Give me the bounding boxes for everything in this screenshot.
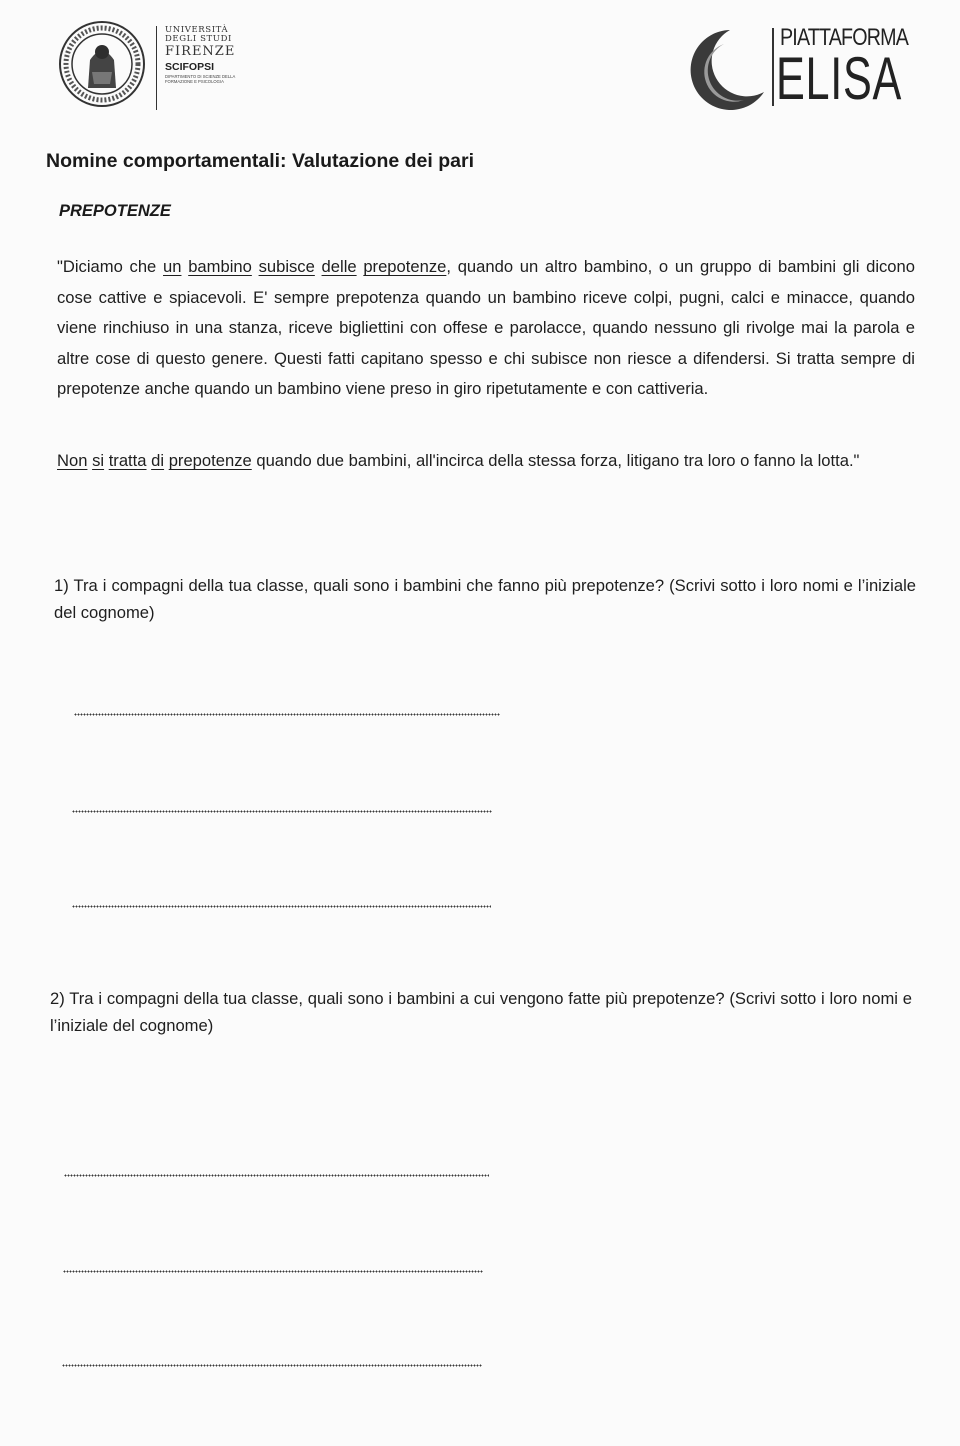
underlined-word: di xyxy=(151,451,165,470)
university-name xyxy=(156,26,260,110)
definition-paragraph xyxy=(57,252,915,405)
answer-line[interactable] xyxy=(72,905,491,908)
underlined-word: bambino xyxy=(188,257,252,276)
underlined-word: tratta xyxy=(108,451,147,470)
platform-label: PIATTAFORMA xyxy=(780,24,909,51)
university-line-1: UNIVERSITÀ xyxy=(165,25,229,35)
exclusion-paragraph xyxy=(57,446,915,477)
underlined-word: un xyxy=(163,257,182,276)
underlined-word: prepotenze xyxy=(363,257,447,276)
space xyxy=(315,257,322,276)
answer-line[interactable] xyxy=(72,810,492,813)
underlined-word: subisce xyxy=(258,257,315,276)
underlined-word: Non xyxy=(57,451,88,470)
answer-line[interactable] xyxy=(74,713,500,716)
underlined-word: delle xyxy=(321,257,357,276)
underlined-word: prepotenze xyxy=(168,451,252,470)
answer-line[interactable] xyxy=(64,1174,489,1177)
university-seal-icon xyxy=(58,20,146,108)
question-2: 2) Tra i compagni della tua classe, quali sono i bambini a cui vengono fatte più prepotenze? (Scrivi sotto i loro nomi e l’iniziale del cognome) xyxy=(50,989,912,1035)
underlined-word: si xyxy=(92,451,105,470)
elisa-divider xyxy=(772,28,774,106)
department-full: DIPARTIMENTO DI SCIENZE DELLA FORMAZIONE E PSICOLOGIA xyxy=(165,74,236,84)
university-line-3: FIRENZE xyxy=(165,44,236,59)
answer-line[interactable] xyxy=(63,1270,483,1273)
section-heading: PREPOTENZE xyxy=(59,202,171,220)
open-quote: " xyxy=(57,257,63,276)
definition-text-1: Diciamo che xyxy=(62,257,163,276)
document-title: Nomine comportamentali: Valutazione dei pari xyxy=(46,150,475,172)
space xyxy=(252,257,259,276)
university-logo xyxy=(58,18,258,114)
department-short: SCIFOPSI xyxy=(165,61,215,73)
university-line-2: DEGLI STUDI xyxy=(165,34,232,44)
elisa-moon-mark-icon xyxy=(684,26,768,110)
answer-line[interactable] xyxy=(62,1364,482,1367)
definition-text-rest: , quando un altro bambino, o un gruppo di bambini gli dicono cose cattive e spiacevoli. E' sempre prepotenza quando un bambino riceve colpi, pugni, calci e minacce, quando viene rinchiuso in una stanza, riceve bigliettini con offese e parolacce, quando nessuno gli rivolge mai la parola e altre cose di questo genere. Questi fatti capitano spesso e chi subisce non riesce a difendersi. Si tratta sempre di prepotenze anche quando un bambino viene preso in giro ripetutamente e con cattiveria. xyxy=(57,257,915,398)
question-1: 1) Tra i compagni della tua classe, quali sono i bambini che fanno più prepotenze? (Scrivi sotto i loro nomi e l’iniziale del cognome) xyxy=(54,576,916,622)
platform-name: ELISA xyxy=(776,45,903,112)
exclusion-text-rest: quando due bambini, all'incirca della stessa forza, litigano tra loro o fanno la lotta." xyxy=(251,451,860,470)
elisa-logo xyxy=(684,22,909,114)
